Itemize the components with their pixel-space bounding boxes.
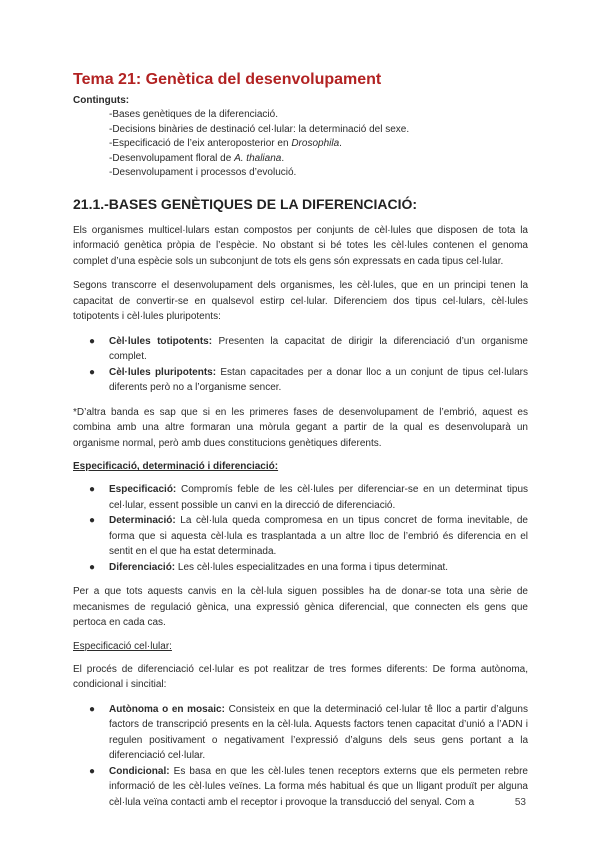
paragraph: Per a que tots aquests canvis en la cèl·lula siguen possibles ha de donar-se tota una sèrie de mecanismes de regulació gènica, una expressió gènica diferencial, que connecten els gens que pertoca en cada cas. [73, 586, 528, 629]
bullet-list [73, 482, 528, 575]
paragraph: Segons transcorre el desenvolupament dels organismes, les cèl·lules, que en un principi tenen la capacitat de convertir-se en qualsevol estirp cel·lular. Diferenciem dos tipus cel·lulars, cèl·lules totipotents i cèl·lules pluripotents: [73, 280, 528, 323]
list-item: ● Condicional: Es basa en que les cèl·lules tenen receptors externs que els permeten rebre informació de les cèl·lules veïnes. La forma més habitual és que un lligant produït per alguna cèl·lula veïna contacti amb el receptor i provoque la transducció del senyal. Com a [89, 765, 528, 808]
list-item: ● Cèl·lules totipotents: Presenten la capacitat de dirigir la diferenciació d’un organisme complet. [89, 335, 528, 363]
bullet-list [73, 334, 528, 396]
list-item: ● Diferenciació: Les cèl·lules especialitzades en una forma i tipus determinat. [89, 561, 449, 573]
list-item: ● Cèl·lules pluripotents: Estan capacitades per a donar lloc a un conjunt de tipus cel·lulars diferents però no a l’organisme sencer. [89, 366, 529, 394]
contents-item: -Decisions binàries de destinació cel·lular: la determinació del sexe. [109, 123, 410, 135]
section-heading: 21.1.-BASES GENÈTIQUES DE LA DIFERENCIACIÓ: [73, 195, 418, 212]
paragraph: *D’altra banda es sap que si en les primeres fases de desenvolupament de l’embrió, aquest es combina amb una altre formaran una mòrula gegant a partir de la qual es desenvoluparà un organisme normal, però amb dues constitucions genètiques diferents. [73, 406, 528, 449]
list-item: ● Autònoma o en mosaic: Consisteix en que la determinació cel·lular tê lloc a partir d’alguns factors de transcripció presents en la cèl·lula. Aquests factors tenen capacitat d’unió a l’ADN i regulen positivament o negativament l’expressió d’alguns dels seus gens portant a la diferenciació cel·lular. [89, 703, 528, 762]
contents-item: -Bases genètiques de la diferenciació. [109, 109, 278, 120]
document-page [73, 70, 528, 819]
contents-item: -Desenvolupament floral de A. thaliana. [109, 152, 285, 164]
paragraph: El procés de diferenciació cel·lular es pot realitzar de tres formes diferents: De forma autònoma, condicional i sincitial: [73, 663, 528, 691]
contents-list [73, 108, 528, 181]
contents-label: Continguts: [73, 95, 130, 106]
paragraph: Els organismes multicel·lulars estan compostos per conjunts de cèl·lules que disposen de tota la informació genètica pròpia de l’espècie. No obstant si bé totes les cèl·lules contenen el genoma complet d’una espècie sols un subconjunt de tots els gens són expressats en cada tipus cel·lular. [73, 224, 528, 267]
contents-item: -Desenvolupament i processos d’evolució. [109, 167, 297, 179]
list-item: ● Especificació: Compromís feble de les cèl·lules per diferenciar-se en un determinat tipus cel·lular, essent possible un canvi en la direcció de diferenciació. [89, 484, 528, 511]
subheading: Especificació cel·lular: [73, 640, 172, 652]
page-number: 53 [514, 797, 526, 808]
subheading: Especificació, determinació i diferenciació: [73, 461, 279, 473]
list-item: ● Determinació: La cèl·lula queda compromesa en un tipus concret de forma inevitable, de forma que si aquesta cèl·lula es trasplantada a un altre lloc de l’embrió és diferencia en el sentit en el que ha estat determinada. [89, 515, 528, 558]
page-title: Tema 21: Genètica del desenvolupament [73, 71, 382, 88]
contents-item: -Especificació de l’eix anteroposterior en Drosophila. [109, 138, 342, 150]
bullet-list [73, 702, 528, 811]
